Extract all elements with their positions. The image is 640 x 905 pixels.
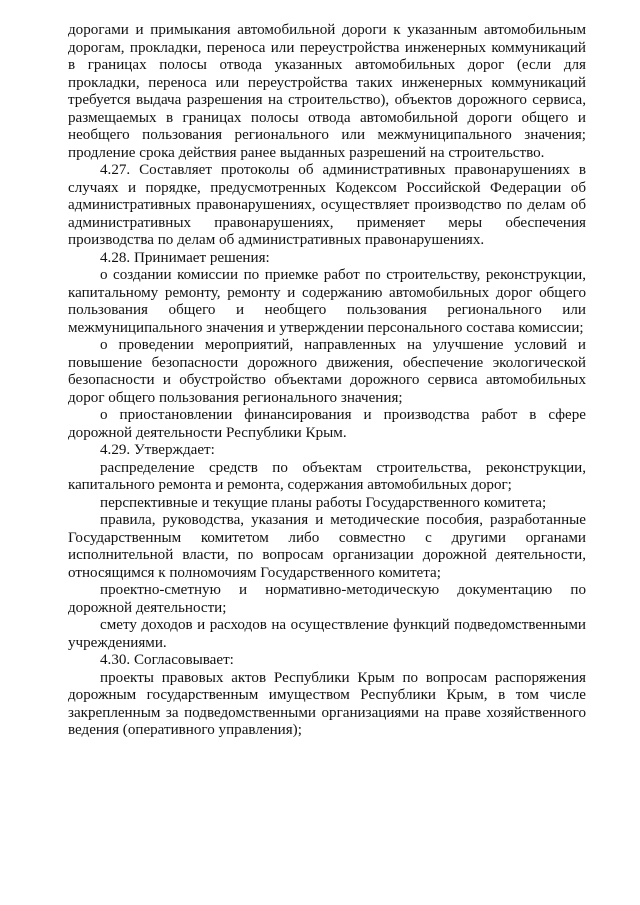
paragraph-4-28-suspension: о приостановлении финансирования и производства работ в сфере дорожной деятельности Республики Крым.	[68, 407, 586, 441]
paragraph-4-28-heading: 4.28. Принимает решения:	[100, 249, 270, 266]
paragraph-4-27: 4.27. Составляет протоколы об административных правонарушениях в случаях и порядке, предусмотренных Кодексом Российской Федерации об административных правонарушениях, осуществляет производство по делам об административных правонарушениях, применяет меры обеспечения производства по делам об административных правонарушениях.	[68, 162, 586, 248]
paragraph-4-29-plans: перспективные и текущие планы работы Государственного комитета;	[100, 494, 547, 511]
paragraph-4-29-documentation: проектно-сметную и нормативно-методическую документацию по дорожной деятельности;	[68, 582, 586, 616]
paragraph-4-30-heading: 4.30. Согласовывает:	[100, 652, 234, 668]
paragraph-4-29-funds: распределение средств по объектам строительства, реконструкции, капитального ремонта и ремонта, содержания автомобильных дорог;	[68, 459, 586, 493]
paragraph-4-28-safety: о проведении мероприятий, направленных на улучшение условий и повышение безопасности дорожного движения, обеспечение экологической безопасности и обустройство объектами дорожного сервиса автомобильных дорог общего пользования регионального значения;	[68, 337, 586, 406]
document-page	[68, 22, 586, 740]
paragraph-permits-continuation: дорогами и примыкания автомобильной дороги к указанным автомобильным дорогам, прокладки, переноса или переустройства инженерных коммуникаций в границах полосы отвода указанных автомобильных дорог (если для прокладки, переноса или переустройства таких инженерных коммуникаций требуется выдача разрешения на строительство), объектов дорожного сервиса, размещаемых в границах полосы отвода автомобильной дороги общего и необщего пользования регионального или межмуниципального значения; продление срока действия ранее выданных разрешений на строительство.	[68, 22, 586, 161]
paragraph-4-30-drafts: проекты правовых актов Республики Крым по вопросам распоряжения дорожным государственным имуществом Республики Крым, в том числе закрепленным за подведомственными организациями на праве хозяйственного ведения (оперативного управления);	[68, 669, 586, 738]
paragraph-4-29-heading: 4.29. Утверждает:	[100, 442, 215, 458]
paragraph-4-29-budget: смету доходов и расходов на осуществление функций подведомственными учреждениями.	[68, 617, 586, 651]
paragraph-4-29-rules: правила, руководства, указания и методические пособия, разработанные Государственным комитетом либо совместно с другими органами исполнительной власти, по вопросам организации дорожной деятельности, относящимся к полномочиям Государственного комитета;	[68, 512, 586, 581]
paragraph-4-28-commission: о создании комиссии по приемке работ по строительству, реконструкции, капитальному ремонту, ремонту и содержанию автомобильных дорог общего пользования общего и необщего пользования регионального или межмуниципального значения и утверждении персонального состава комиссии;	[68, 267, 586, 336]
